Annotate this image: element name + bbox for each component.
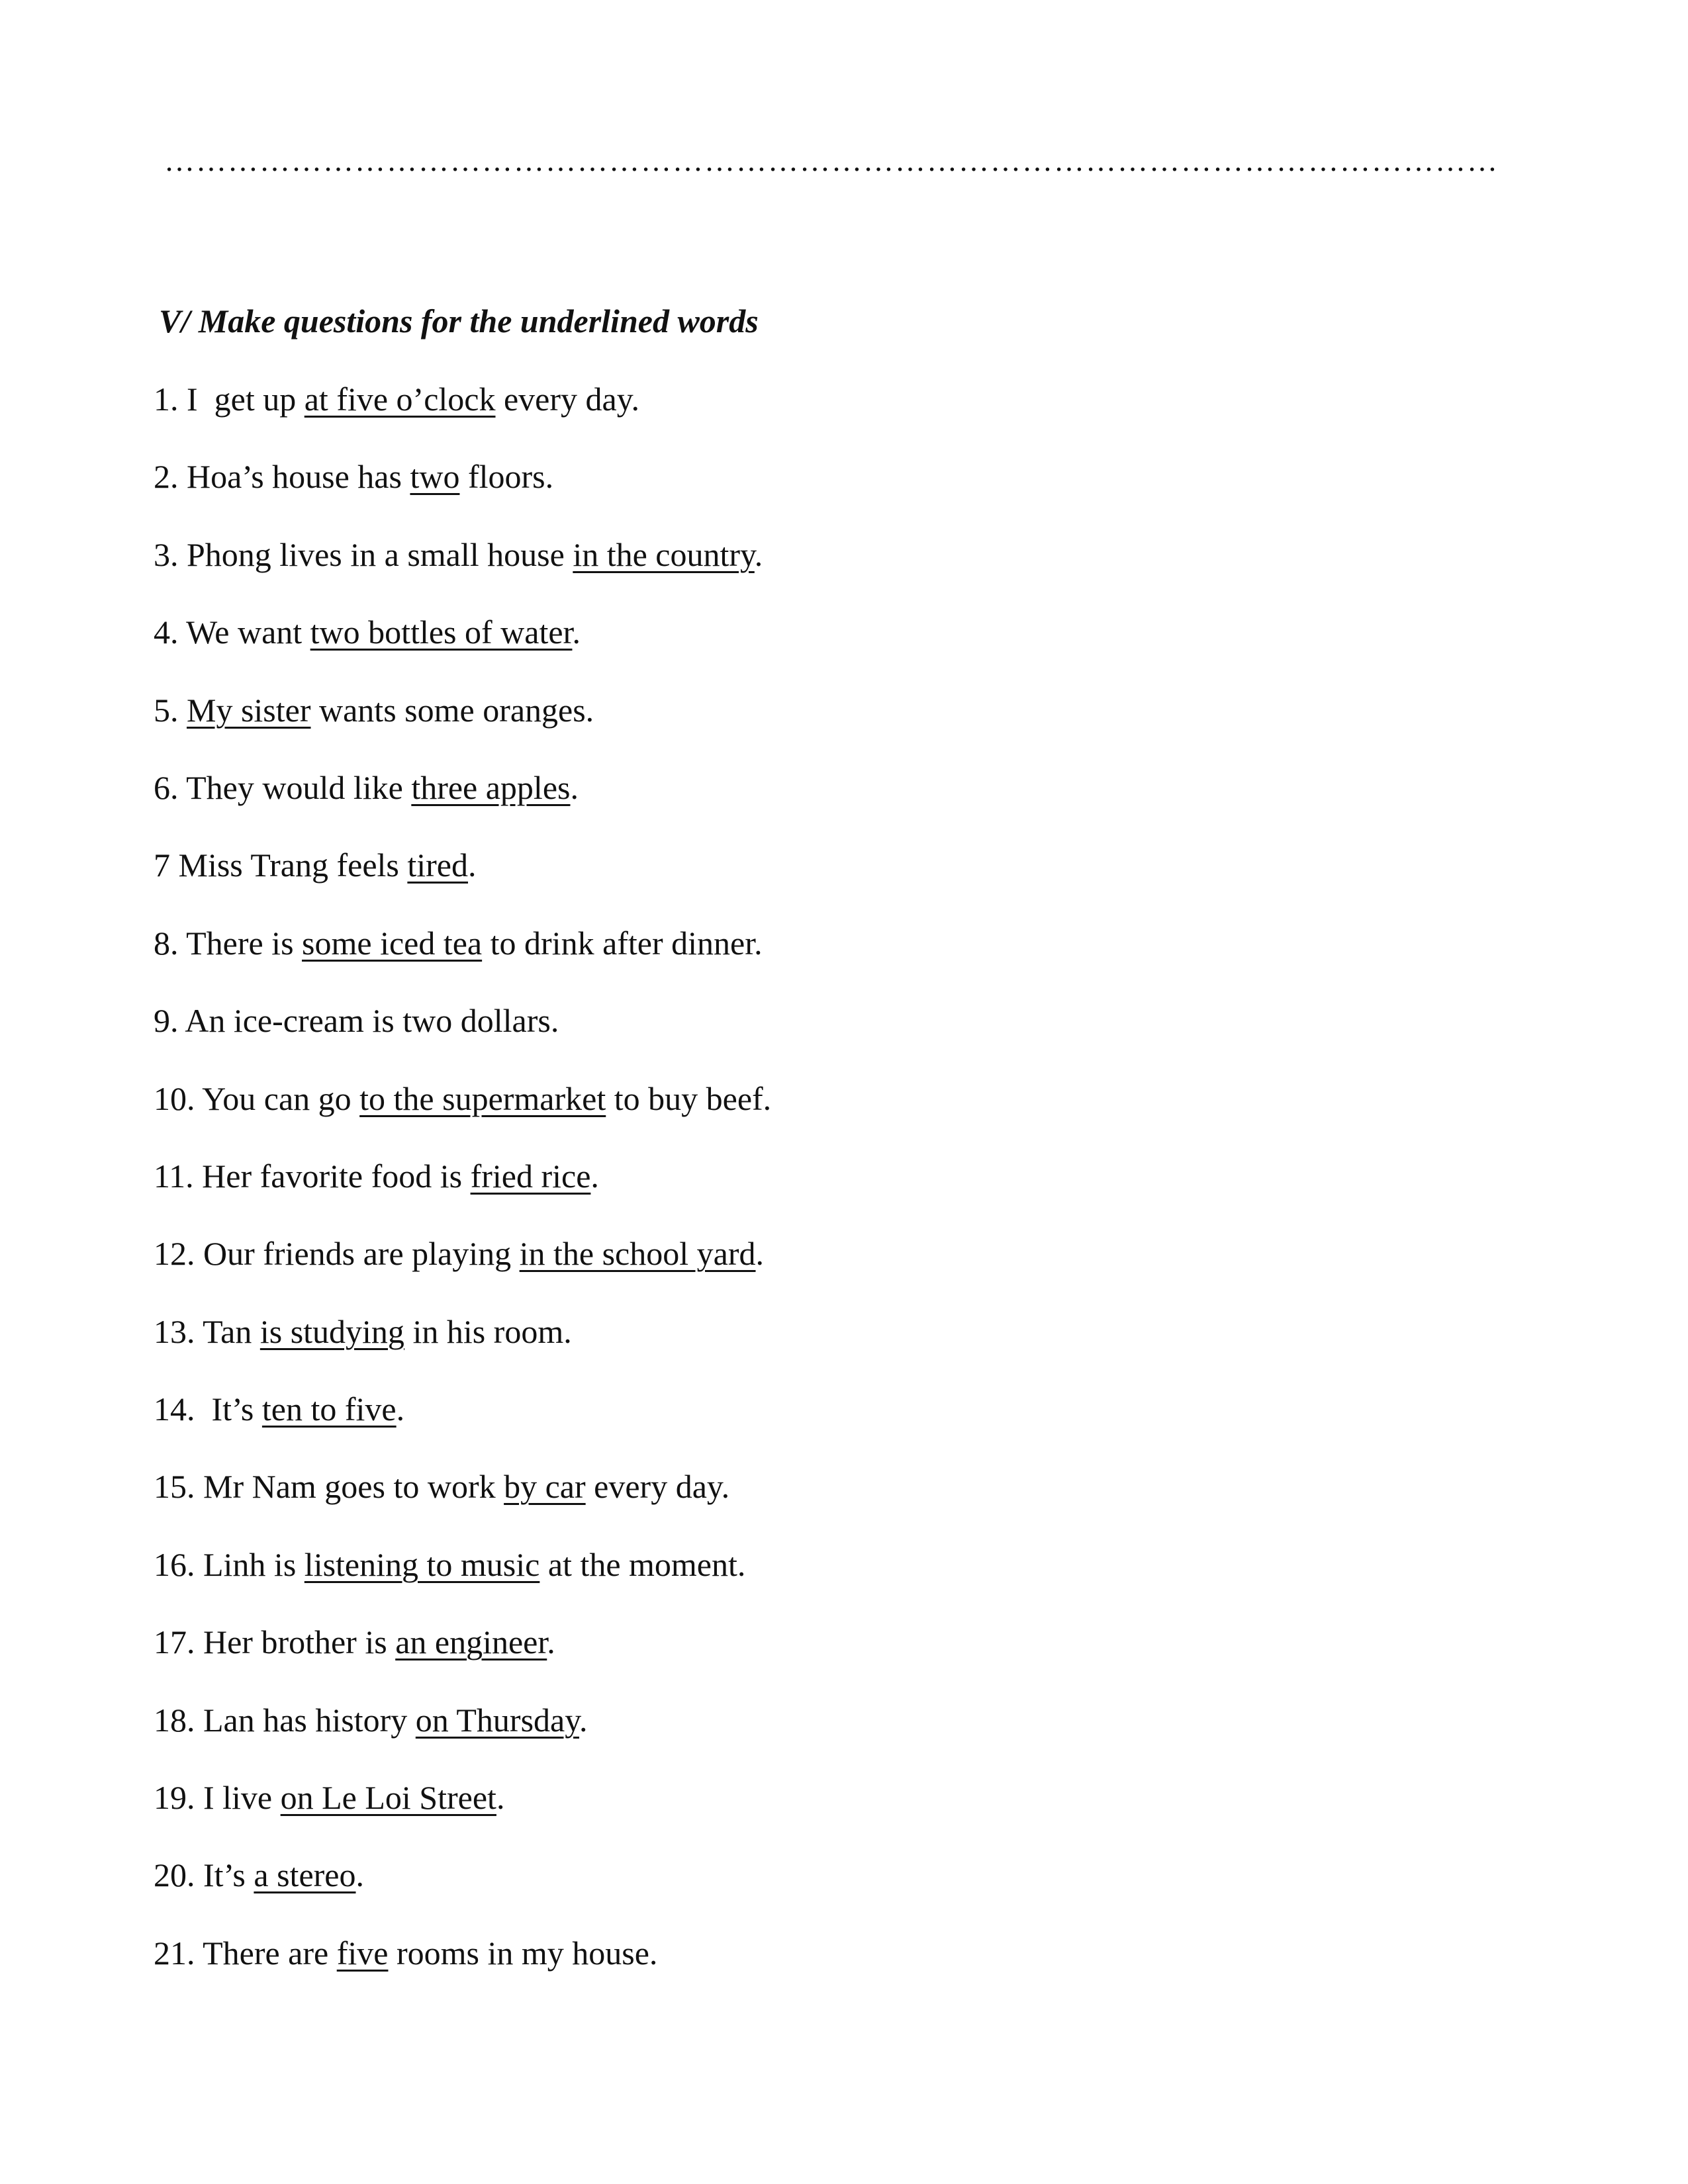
question-item (154, 1852, 771, 1929)
underlined-words: ten to five (261, 1390, 397, 1428)
question-text: 7 Miss Trang feels (154, 846, 408, 884)
question-text-end: . (590, 1157, 599, 1195)
question-item (154, 1619, 771, 1696)
question-text: 3. Phong lives in a small house (154, 535, 573, 573)
question-text-end: to drink after dinner. (482, 924, 763, 962)
underlined-words: two (410, 458, 460, 496)
underlined-words: by car (504, 1468, 586, 1506)
underlined-words: fried rice (470, 1157, 591, 1195)
question-text-end: in his room. (404, 1312, 572, 1350)
question-item (154, 1463, 771, 1541)
question-text-end: . (579, 1701, 588, 1739)
underlined-words: in the country (573, 535, 755, 573)
question-item (154, 1075, 771, 1153)
question-text: 15. Mr Nam goes to work (154, 1468, 504, 1506)
question-item (154, 453, 771, 531)
question-text: 21. There are (154, 1934, 337, 1972)
question-text: 11. Her favorite food is (154, 1157, 471, 1195)
question-item (154, 687, 771, 764)
underlined-words: five (336, 1934, 389, 1972)
question-text-end: to buy beef. (606, 1079, 772, 1117)
question-text-end: at the moment. (539, 1545, 746, 1583)
underlined-words: three apples (411, 768, 571, 806)
question-text: 16. Linh is (154, 1545, 305, 1583)
question-text-end: floors. (459, 458, 554, 496)
question-item (154, 1153, 771, 1230)
question-text: 19. I live (154, 1779, 281, 1817)
question-text-end: . (755, 1235, 764, 1273)
underlined-words: to the supermarket (359, 1079, 606, 1117)
question-item (154, 1697, 771, 1774)
question-item (154, 609, 771, 686)
underlined-words: two bottles of water (310, 614, 573, 651)
question-text: 10. You can go (154, 1079, 360, 1117)
question-item (154, 842, 771, 919)
underlined-words: tired (407, 846, 469, 884)
question-item (154, 1308, 771, 1386)
question-item (154, 376, 771, 453)
question-text-end: . (355, 1856, 364, 1894)
question-item (154, 997, 771, 1075)
question-text-end: every day. (585, 1468, 730, 1506)
question-text-end: . (570, 768, 579, 806)
underlined-words: an engineer (395, 1623, 547, 1661)
question-text-end: rooms in my house. (388, 1934, 658, 1972)
question-item (154, 1386, 771, 1463)
question-text: 17. Her brother is (154, 1623, 396, 1661)
question-text: 8. There is (154, 924, 303, 962)
question-text: 1. I get up (154, 381, 305, 418)
question-text: 4. We want (154, 614, 310, 651)
question-text: 12. Our friends are playing (154, 1235, 520, 1273)
answer-line-separator: ……………………………………………………………………………………………………………… (164, 144, 1499, 177)
underlined-words: in the school yard (519, 1235, 756, 1273)
question-text-end: . (468, 846, 477, 884)
question-text: 14. It’s (154, 1390, 262, 1428)
underlined-words: a stereo (254, 1856, 356, 1894)
question-list (154, 376, 771, 2007)
question-text: 6. They would like (154, 768, 412, 806)
question-item (154, 1541, 771, 1619)
question-item (154, 920, 771, 997)
question-text: 20. It’s (154, 1856, 254, 1894)
question-text-end: . (754, 535, 763, 573)
underlined-words: is studying (259, 1312, 404, 1350)
question-item (154, 1774, 771, 1852)
question-item (154, 1230, 771, 1308)
question-text-end: . (396, 1390, 405, 1428)
question-text: 13. Tan (154, 1312, 260, 1350)
underlined-words: on Le Loi Street (280, 1779, 496, 1817)
question-text-end: . (496, 1779, 505, 1817)
question-item (154, 764, 771, 842)
question-text-end: . (572, 614, 581, 651)
question-item (154, 531, 771, 609)
question-text-end: wants some oranges. (310, 691, 594, 729)
underlined-words: on Thursday (415, 1701, 579, 1739)
question-text: 5. (154, 691, 187, 729)
underlined-words: My sister (187, 691, 311, 729)
question-text-end: every day. (495, 381, 639, 418)
underlined-words: some iced tea (302, 924, 483, 962)
question-text: 2. Hoa’s house has (154, 458, 410, 496)
section-heading: V/ Make questions for the underlined words (159, 302, 759, 340)
question-text: 9. An ice-cream is two dollars. (154, 1002, 559, 1040)
question-item (154, 1930, 771, 2007)
question-text: 18. Lan has history (154, 1701, 416, 1739)
question-text-end: . (547, 1623, 555, 1661)
underlined-words: at five o’clock (304, 381, 496, 418)
underlined-words: listening to music (304, 1545, 540, 1583)
